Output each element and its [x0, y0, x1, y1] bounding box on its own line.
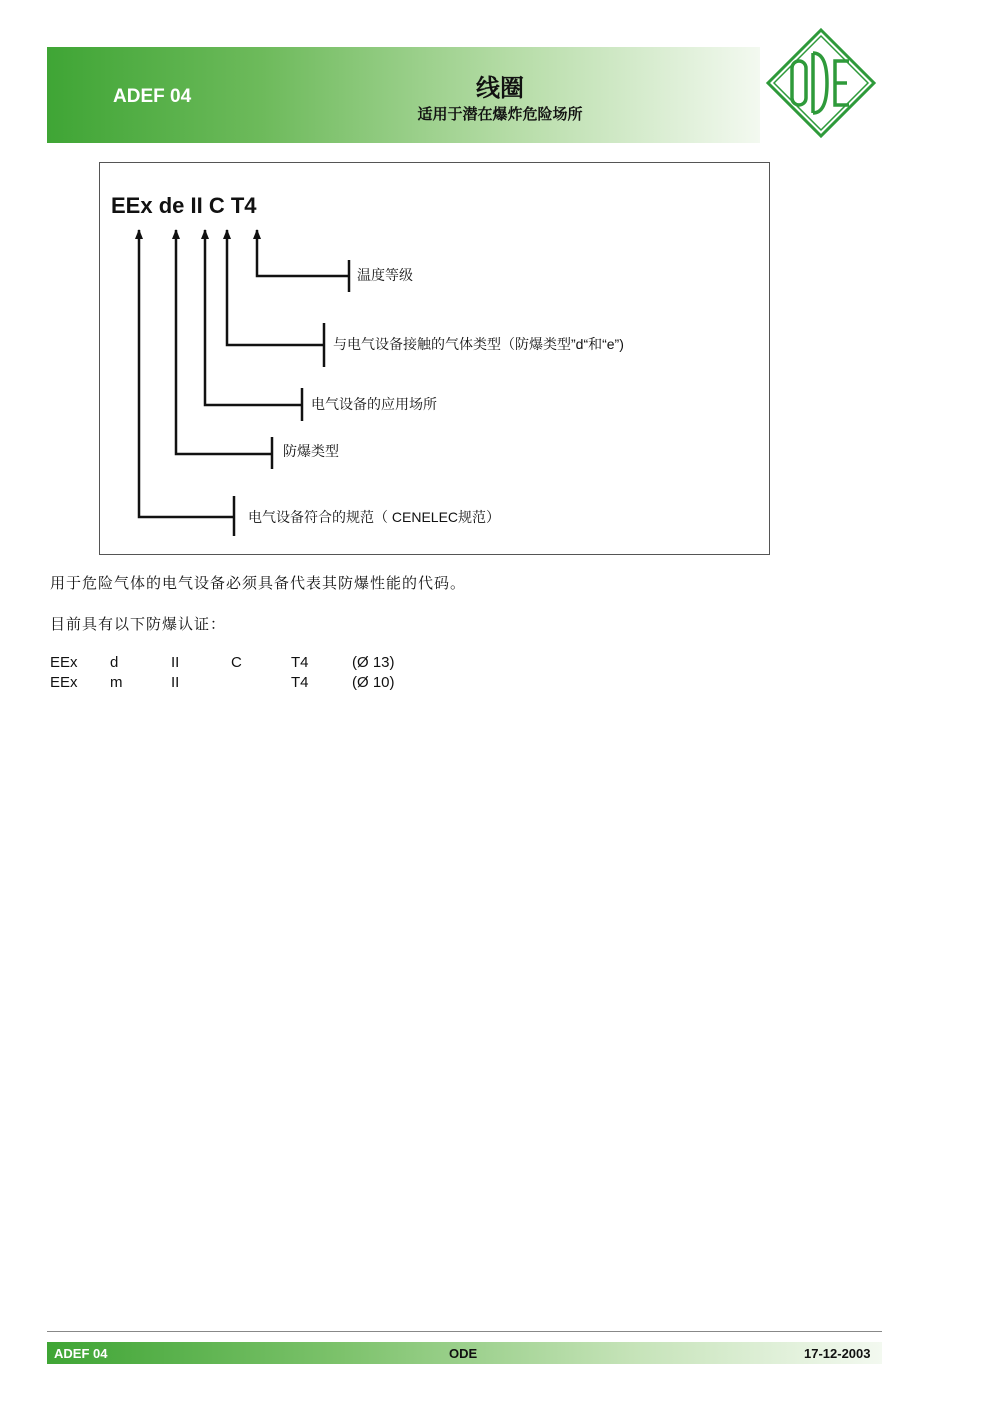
- cert-temperature-class: T4: [291, 654, 309, 671]
- cert-temperature-class: T4: [291, 674, 309, 691]
- leader-gas-group: [227, 230, 324, 345]
- paragraph-code-requirement: 用于危险气体的电气设备必须具备代表其防爆性能的代码。: [50, 575, 467, 592]
- callout-standard: 电气设备符合的规范（ CENELEC规范）: [248, 509, 501, 525]
- cert-group: II: [171, 674, 180, 691]
- cert-protection-type: m: [110, 674, 123, 691]
- cert-gas-group: C: [231, 654, 242, 671]
- paragraph-certifications-intro: 目前具有以下防爆认证：: [50, 616, 227, 633]
- leader-temperature-class: [257, 230, 349, 276]
- callout-temperature-class: 温度等级: [357, 267, 413, 283]
- leader-standard: [139, 230, 234, 517]
- cert-diameter: (Ø 13): [352, 654, 395, 671]
- leader-application-area: [205, 230, 302, 405]
- page-subtitle: 适用于潜在爆炸危险场所: [417, 106, 583, 123]
- cert-standard: EEx: [50, 654, 78, 671]
- cert-group: II: [171, 654, 180, 671]
- document-code: ADEF 04: [113, 86, 192, 107]
- callout-application-area: 电气设备的应用场所: [311, 396, 437, 412]
- footer-document-code: ADEF 04: [54, 1346, 108, 1361]
- cert-diameter: (Ø 10): [352, 674, 395, 691]
- callout-protection-type: 防爆类型: [283, 443, 339, 459]
- explosion-protection-code: EEx de II C T4: [111, 193, 257, 218]
- footer-date: 17-12-2003: [804, 1346, 871, 1361]
- footer-company: ODE: [449, 1346, 478, 1361]
- callout-gas-group: 与电气设备接触的气体类型（防爆类型”d“和“e”): [333, 336, 624, 352]
- page-title: 线圈: [476, 75, 524, 102]
- footer-divider: [47, 1331, 882, 1332]
- cert-protection-type: d: [110, 654, 119, 671]
- cert-standard: EEx: [50, 674, 78, 691]
